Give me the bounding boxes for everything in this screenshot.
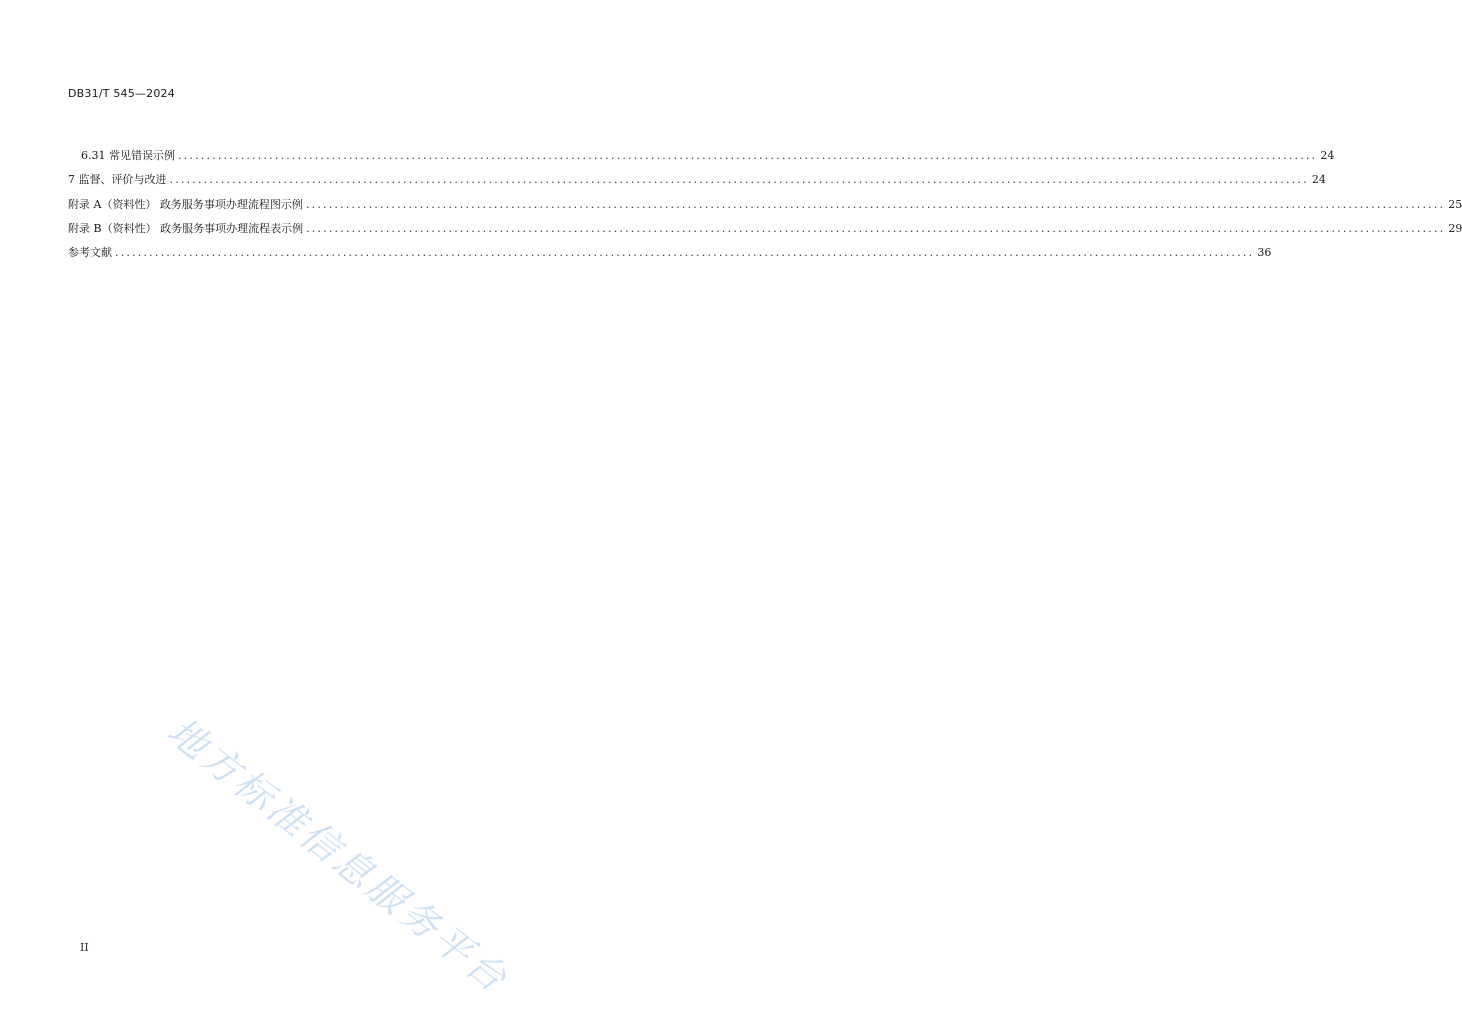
toc-entry-7[interactable] bbox=[68, 171, 1326, 195]
toc-dot-leader: ........................................................................................................................................................................................................ bbox=[306, 221, 1446, 235]
toc-dot-leader: ........................................................................................................................................................................................................ bbox=[169, 173, 1309, 187]
toc-entry-page: 36 bbox=[1257, 246, 1272, 260]
toc-entry-title: 附录 A（资料性） 政务服务事项办理流程图示例 bbox=[68, 197, 303, 211]
toc-entry-page: 29 bbox=[1448, 221, 1462, 235]
toc-dot-leader: ........................................................................................................................................................................................................ bbox=[178, 149, 1318, 162]
standard-code-header: DB31/T 545—2024 bbox=[68, 87, 175, 100]
page-number: II bbox=[80, 941, 89, 954]
watermark-text: 地方标准信息服务平台 bbox=[159, 708, 518, 1003]
toc-entry-title: 参考文献 bbox=[68, 246, 112, 260]
toc-entry-page: 24 bbox=[1320, 149, 1335, 162]
toc-entry-references[interactable] bbox=[68, 244, 1272, 268]
toc-entry-appendix-b[interactable] bbox=[68, 220, 1462, 244]
toc-entry-6-31[interactable] bbox=[68, 147, 1335, 171]
toc-entry-page: 25 bbox=[1448, 197, 1462, 211]
toc-entry-page: 24 bbox=[1311, 173, 1326, 187]
toc-entry-title: 6.31 常见错误示例 bbox=[81, 149, 175, 162]
table-of-contents bbox=[68, 147, 1462, 268]
toc-dot-leader: ........................................................................................................................................................................................................ bbox=[115, 246, 1255, 260]
toc-entry-title: 7 监督、评价与改进 bbox=[68, 173, 167, 187]
toc-entry-title: 附录 B（资料性） 政务服务事项办理流程表示例 bbox=[68, 221, 304, 235]
toc-entry-appendix-a[interactable] bbox=[68, 196, 1462, 220]
toc-dot-leader: ........................................................................................................................................................................................................ bbox=[305, 197, 1446, 211]
